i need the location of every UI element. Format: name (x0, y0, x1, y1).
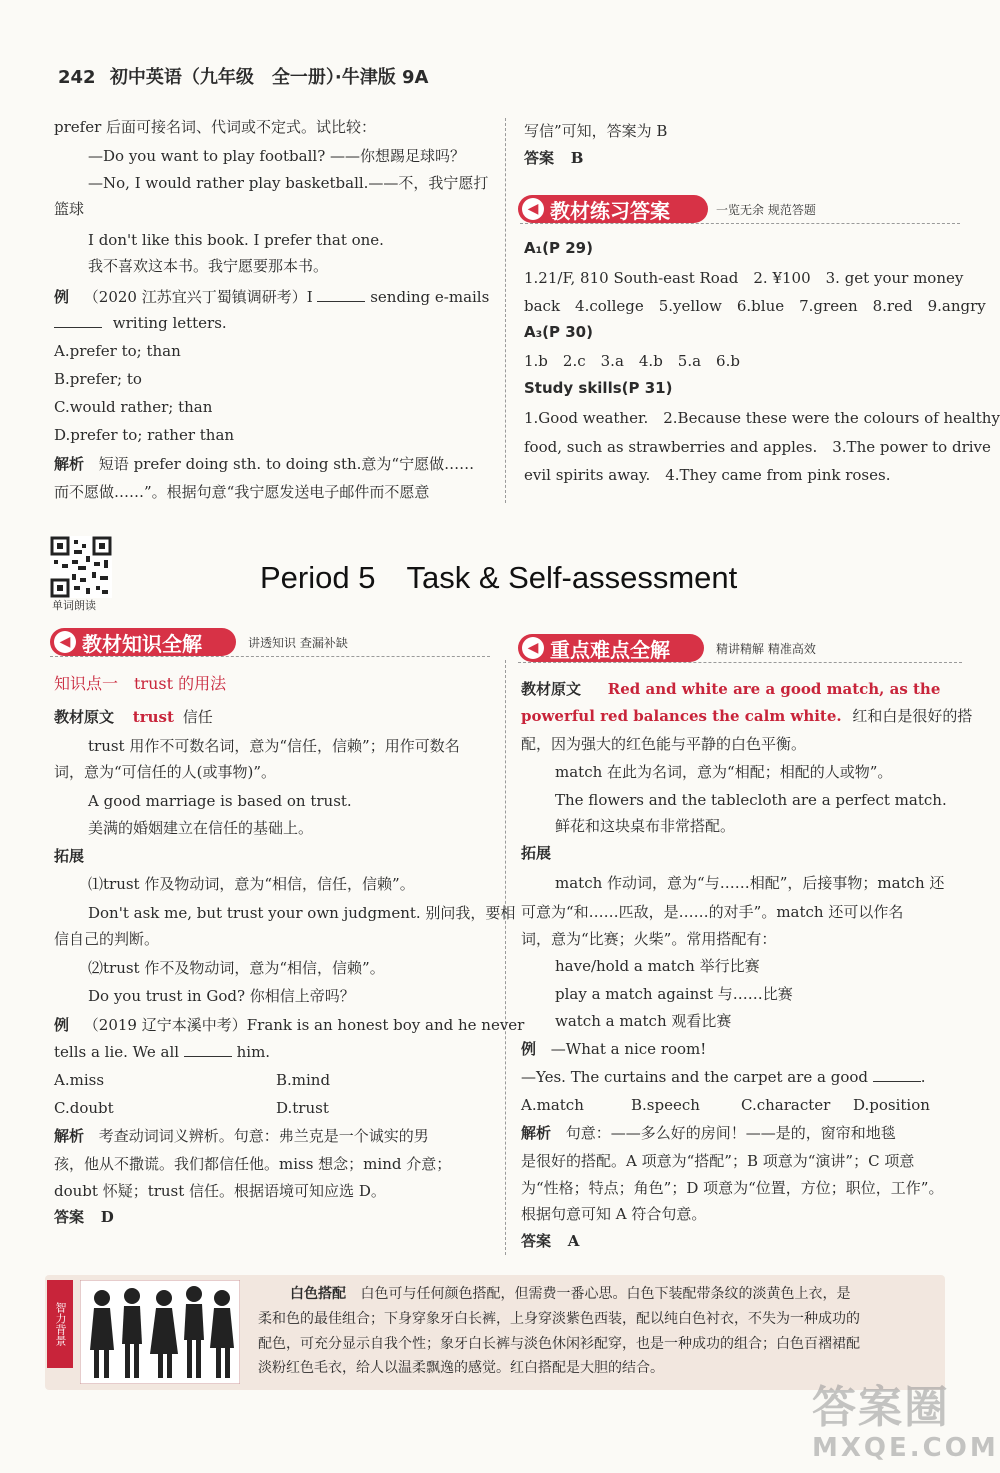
option-b: B.prefer; to (54, 370, 142, 388)
example-line: —Yes. The curtains and the carpet are a good . (521, 1068, 926, 1086)
footer-text: 白色可与任何颜色搭配，但需费一番心思。白色下装配带条纹的淡黄色上衣，是 (360, 1286, 851, 1302)
book-title: 初中英语（九年级 全一册）·牛津版 9A (109, 67, 429, 88)
banner-title: 教材知识全解 (82, 631, 202, 656)
source-label: 教材原文 (54, 708, 115, 726)
period-title: Period 5 Task & Self-assessment (260, 560, 738, 595)
text-line: A good marriage is based on trust. (88, 792, 352, 810)
example-line (54, 1042, 270, 1062)
example-text: him. (236, 1043, 271, 1061)
section-heading: A₃(P 30) (524, 323, 593, 341)
option-b: B.speech (631, 1096, 700, 1114)
answer-line: back 4.college 5.yellow 6.blue 7.green 8.red 9.angry (524, 297, 986, 315)
fashion-illustration (80, 1280, 240, 1384)
example-line (54, 1015, 524, 1035)
watermark-logo (812, 1382, 999, 1469)
banner-exercise-answers (518, 195, 708, 223)
answer-line (521, 1231, 579, 1251)
example-text: —What a nice room! (550, 1040, 707, 1058)
text-line: 我不喜欢这本书。我宁愿要那本书。 (88, 257, 329, 275)
analysis-text: 短语 prefer doing sth. to doing sth.意为“宁愿做…… (98, 455, 475, 473)
text-line: 美满的婚姻建立在信任的基础上。 (88, 819, 314, 837)
option-c: C.character (741, 1096, 831, 1114)
divider (520, 223, 960, 224)
qr-code-icon[interactable] (50, 536, 112, 598)
example-text: —Yes. The curtains and the carpet are a good (521, 1068, 868, 1086)
answer-line: 1.21/F, 810 South-east Road 2. ¥100 3. get your money (524, 269, 964, 287)
example-label: 例 (521, 1040, 537, 1058)
text-line: 鲜花和这块桌布非常搭配。 (555, 817, 736, 835)
text-line: Do you trust in God? 你相信上帝吗？ (88, 987, 355, 1005)
page-header (58, 63, 428, 89)
column-divider-top (505, 118, 506, 503)
analysis-line: 为“性格；特点；角色”；D 项意为“位置，方位；职位，工作”。 (521, 1179, 944, 1197)
text-line: —No, I would rather play basketball.——不，我宁愿打 (88, 174, 489, 192)
knowledge-heading: 知识点一 trust 的用法 (54, 674, 227, 693)
answer-line: 1.b 2.c 3.a 4.b 5.a 6.b (524, 352, 740, 370)
expand-label: 拓展 (521, 844, 552, 862)
watermark-line1: 答案圈 (812, 1382, 950, 1433)
text-line: 词，意为“比赛；火柴”。常用搭配有： (521, 930, 777, 948)
option-b: B.mind (276, 1071, 331, 1089)
divider (518, 662, 962, 663)
banner-subtitle: 一览无余 规范答题 (716, 203, 816, 217)
source-line (521, 679, 940, 699)
analysis-text: 句意：——多么好的房间！——是的，窗帘和地毯 (565, 1124, 896, 1142)
option-d: D.trust (276, 1099, 329, 1117)
answer-line (524, 148, 583, 168)
megaphone-icon: ◀ (522, 198, 544, 220)
qr-label: 单词朗读 (52, 599, 96, 612)
divider (50, 656, 490, 657)
source-label: 教材原文 (521, 680, 582, 698)
footer-line (290, 1284, 850, 1304)
example-line (521, 1039, 706, 1059)
footer-line: 柔和色的最佳组合；下身穿象牙白长裤，上身穿淡紫色西装，配以纯白色衬衣，不失为一种成功的 (258, 1311, 860, 1327)
answer-value: A (567, 1232, 580, 1250)
text-line: watch a match 观看比赛 (555, 1012, 732, 1030)
answer-line: food, such as strawberries and apples. 3.The power to drive (524, 438, 991, 456)
option-d: D.position (853, 1096, 930, 1114)
answer-value: D (100, 1208, 114, 1226)
option-a: A.match (521, 1096, 584, 1114)
footer-tab: 智力背景 (47, 1280, 73, 1368)
banner-subtitle: 精讲精解 精准高效 (716, 642, 816, 656)
example-source: （2020 江苏宜兴丁蜀镇调研考）I (83, 288, 313, 306)
text-line: trust 用作不可数名词，意为“信任，信赖”；用作可数名 (88, 737, 460, 755)
text-line: I don't like this book. I prefer that one. (88, 231, 384, 249)
text-line: The flowers and the tablecloth are a perfect match. (555, 791, 947, 809)
source-line (54, 707, 213, 727)
text-line: —Do you want to play football? ——你想踢足球吗？ (88, 147, 466, 165)
analysis-line (54, 1126, 429, 1146)
example-text: tells a lie. We all (54, 1043, 180, 1061)
text-line: 信自己的判断。 (54, 930, 160, 948)
answer-label: 答案 (524, 149, 555, 167)
watermark-line2: MXQE.COM (812, 1433, 999, 1463)
analysis-line: 而不愿做……”。根据句意“我宁愿发送电子邮件而不愿意 (54, 483, 430, 501)
text-line: ⑴trust 作及物动词，意为“相信，信任，信赖”。 (88, 875, 415, 893)
megaphone-icon: ◀ (54, 631, 76, 653)
example-text: （2019 辽宁本溪中考）Frank is an honest boy and he never (83, 1016, 525, 1034)
answer-line (54, 1207, 114, 1227)
answer-label: 答案 (54, 1208, 85, 1226)
text-line: 配，因为强大的红色能与平静的白色平衡。 (521, 735, 807, 753)
analysis-label: 解析 (521, 1124, 552, 1142)
answer-value: B (570, 149, 584, 167)
example-label: 例 (54, 288, 70, 306)
answer-blank (184, 1042, 232, 1057)
option-c: C.would rather; than (54, 398, 213, 416)
text-line: ⑵trust 作不及物动词，意为“相信，信赖”。 (88, 959, 385, 977)
text-line: 可意为“和……匹敌，是……的对手”。match 还可以作名 (521, 903, 904, 921)
example-text: sending e-mails (370, 288, 490, 306)
column-divider-bottom (505, 660, 506, 1255)
source-meaning: 信任 (182, 708, 213, 726)
answer-label: 答案 (521, 1232, 552, 1250)
example-line (54, 313, 227, 333)
answer-line: 1.Good weather. 2.Because these were the colours of healthy (524, 409, 1000, 427)
answer-blank (54, 313, 102, 328)
text-line: have/hold a match 举行比赛 (555, 957, 760, 975)
expand-label: 拓展 (54, 847, 85, 865)
option-a: A.prefer to; than (54, 342, 181, 360)
source-line (521, 706, 972, 726)
banner-title: 教材练习答案 (550, 198, 670, 223)
analysis-label: 解析 (54, 1127, 85, 1145)
analysis-line: doubt 怀疑；trust 信任。根据语境可知应选 D。 (54, 1182, 386, 1200)
text-line: play a match against 与……比赛 (555, 985, 793, 1003)
analysis-text: 考查动词词义辨析。句意：弗兰克是一个诚实的男 (98, 1127, 429, 1145)
source-english: Red and white are a good match, as the (607, 680, 941, 698)
banner-title: 重点难点全解 (550, 637, 670, 662)
megaphone-icon: ◀ (522, 637, 544, 659)
text-line: Don't ask me, but trust your own judgment. 别问我，要相 (88, 904, 516, 922)
option-a: A.miss (54, 1071, 105, 1089)
text-line: 词，意为“可信任的人(或事物)”。 (54, 763, 277, 781)
analysis-line: 根据句意可知 A 符合句意。 (521, 1205, 707, 1223)
analysis-line: 孩，他从不撒谎。我们都信任他。miss 想念；mind 介意； (54, 1155, 452, 1173)
footer-line: 配色，可充分显示自我个性；象牙白长裤与淡色休闲衫配穿，也是一种成功的组合；白色百褶裙配 (258, 1336, 860, 1352)
answer-blank (317, 287, 365, 302)
banner-focus (518, 634, 704, 662)
text-line: 写信”可知，答案为 B (524, 122, 668, 140)
text-line: match 在此为名词，意为“相配；相配的人或物”。 (555, 763, 893, 781)
section-heading: A₁(P 29) (524, 239, 593, 257)
text-line: 篮球 (54, 200, 85, 218)
footer-heading: 白色搭配 (290, 1286, 346, 1302)
footer-line: 淡粉红色毛衣，给人以温柔飘逸的感觉。红白搭配是大胆的结合。 (258, 1360, 664, 1376)
page-number: 242 (58, 67, 96, 88)
source-chinese: 红和白是很好的搭 (852, 707, 973, 725)
example-text: writing letters. (112, 314, 227, 332)
source-english: powerful red balances the calm white. (521, 707, 842, 725)
analysis-line (54, 454, 474, 474)
option-d: D.prefer to; rather than (54, 426, 235, 444)
section-heading: Study skills(P 31) (524, 379, 673, 397)
text-line: match 作动词，意为“与……相配”，后接事物；match 还 (555, 874, 945, 892)
analysis-line (521, 1123, 896, 1143)
banner-subtitle: 讲透知识 查漏补缺 (248, 636, 348, 650)
text-line: prefer 后面可接名词、代词或不定式。试比较： (54, 118, 377, 136)
example-line (54, 287, 489, 307)
answer-blank (873, 1067, 921, 1082)
example-label: 例 (54, 1016, 70, 1034)
banner-knowledge (50, 628, 236, 656)
answer-line: evil spirits away. 4.They came from pink roses. (524, 466, 891, 484)
source-word: trust (132, 708, 174, 726)
analysis-line: 是很好的搭配。A 项意为“搭配”；B 项意为“演讲”；C 项意 (521, 1152, 915, 1170)
option-c: C.doubt (54, 1099, 114, 1117)
analysis-label: 解析 (54, 455, 85, 473)
